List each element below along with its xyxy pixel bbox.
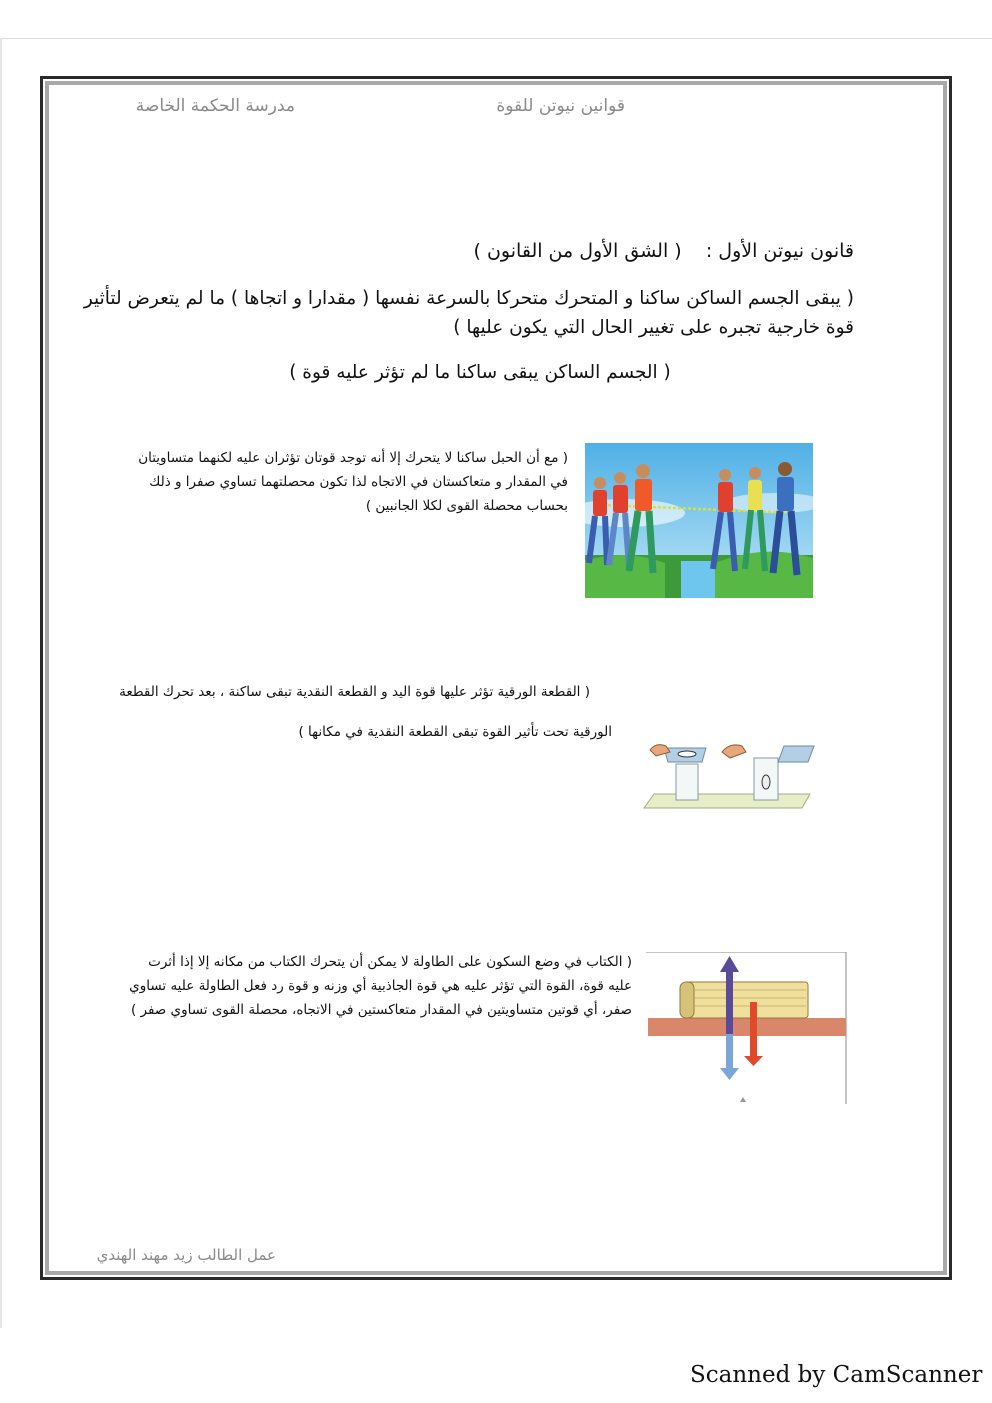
document-title: قوانين نيوتن للقوة xyxy=(496,96,625,116)
law-title-prefix: قانون نيوتن الأول : xyxy=(705,240,854,262)
tug-of-war-illustration xyxy=(585,443,813,598)
scan-edge-left xyxy=(0,38,2,1328)
law-statement xyxy=(83,284,854,342)
normal-force-arrow xyxy=(726,970,733,1042)
author-credit: عمل الطالب زيد مهند الهندي xyxy=(96,1246,276,1264)
school-name: مدرسة الحكمة الخاصة xyxy=(135,96,295,116)
law-statement-line: ( يبقى الجسم الساكن ساكنا و المتحرك متحركا بالسرعة نفسها ( مقدارا و اتجاها ) ما لم يتعرض لتأثير xyxy=(83,288,854,309)
law-summary: ( الجسم الساكن يبقى ساكنا ما لم تؤثر عليه قوة ) xyxy=(289,362,671,383)
example-line: ( الكتاب في وضع السكون على الطاولة لا يمكن أن يتحرك الكتاب من مكانه إلا إذا أثرت xyxy=(148,954,632,970)
reaction-arrow xyxy=(750,1002,757,1058)
example-line: في المقدار و متعاكستان في الاتجاه لذا تكون محصلتهما تساوي صفرا و ذلك xyxy=(149,474,568,490)
example-book-text xyxy=(112,950,632,1022)
weight-arrow xyxy=(726,1034,733,1070)
example-line: ( القطعة الورقية تؤثر عليها قوة اليد و القطعة النقدية تبقى ساكنة ، بعد تحرك القطعة xyxy=(119,684,590,700)
book-on-table-forces-diagram xyxy=(646,952,848,1108)
example-line: بحساب محصلة القوى لكلا الجانبين ) xyxy=(365,498,568,514)
law-title-part: ( الشق الأول من القانون ) xyxy=(473,240,682,262)
law-statement-line: قوة خارجية تجبره على تغيير الحال التي يكون عليها ) xyxy=(453,317,854,338)
example-line: صفر، أي قوتين متساويتين في المقدار متعاكستين في الاتجاه، محصلة القوى تساوي صفر ) xyxy=(130,1002,632,1018)
example-tug-of-war-text xyxy=(112,446,568,518)
law-title xyxy=(420,240,854,262)
example-line: ( مع أن الحبل ساكنا لا يتحرك إلا أنه توجد قوتان تؤثران عليه لكنهما متساويتان xyxy=(138,450,568,466)
coin-card-cup-illustration xyxy=(642,738,817,810)
scan-stamp: Scanned by CamScanner xyxy=(690,1362,983,1388)
example-line: الورقية تحت تأثير القوة تبقى القطعة النقدية في مكانها ) xyxy=(298,724,612,740)
scan-edge-top xyxy=(0,38,992,39)
example-line: عليه قوة، القوة التي تؤثر عليه هي قوة الجاذبية أي وزنه و قوة رد فعل الطاولة عليه تساوي xyxy=(129,978,632,994)
